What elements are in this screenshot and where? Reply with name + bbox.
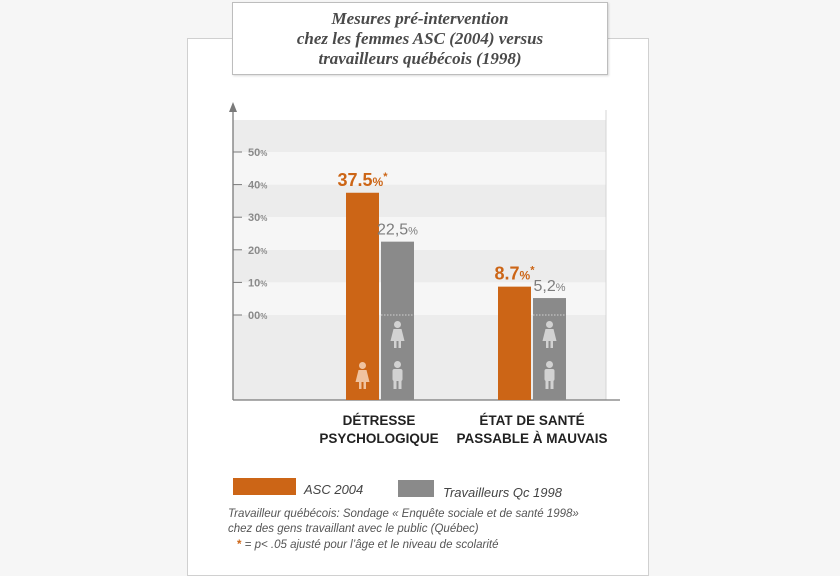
chart-title-line-2: chez les femmes ASC (2004) versus (296, 28, 544, 48)
person-head (394, 361, 401, 368)
legend-swatch-travailleurs (398, 480, 434, 497)
y-tick-label: 10% (248, 277, 268, 290)
chart-title-line-1: Mesures pré-intervention (331, 8, 509, 28)
person-head (394, 321, 401, 328)
footnote-line-1: Travailleur québécois: Sondage « Enquête sociale et de santé 1998» (228, 508, 579, 520)
legend-swatch-asc (233, 478, 296, 495)
plot-band-dark (233, 185, 606, 218)
plot-band-light (233, 152, 606, 185)
plot-band-dark (233, 120, 606, 152)
person-leg (399, 380, 402, 389)
person-leg (364, 382, 367, 389)
person-leg (551, 341, 554, 348)
y-tick-label: 50% (248, 147, 268, 159)
footnote-star: * (237, 539, 242, 551)
person-body (393, 369, 403, 381)
person-leg (399, 341, 402, 348)
person-head (359, 362, 366, 369)
y-tick-label: 40% (248, 179, 268, 192)
footnote-line-3 (237, 538, 499, 553)
category-label: PASSABLE À MAUVAIS (456, 431, 608, 446)
person-body (545, 369, 555, 381)
person-leg (546, 380, 549, 389)
person-leg (394, 341, 397, 348)
chart-title-line-3: travailleurs québécois (1998) (318, 48, 522, 68)
category-label: DÉTRESSE (342, 413, 416, 428)
person-leg (551, 380, 554, 389)
plot-band-light (233, 217, 606, 250)
person-leg (359, 382, 362, 389)
bar-asc (498, 287, 531, 400)
person-head (546, 321, 553, 328)
category-label: PSYCHOLOGIQUE (319, 431, 439, 446)
legend-label-travailleurs: Travailleurs Qc 1998 (443, 485, 562, 500)
bar-value-label: 22,5% (377, 221, 418, 239)
bar-travailleurs (533, 298, 566, 400)
category-label: ÉTAT DE SANTÉ (479, 413, 585, 428)
person-leg (546, 341, 549, 348)
footnote-text: = p< .05 ajusté pour l’âge et le niveau de scolarité (241, 539, 499, 551)
y-tick-label: 00% (248, 310, 268, 322)
bar-value-label: 8.7%* (494, 263, 535, 284)
bar-value-label: 37.5%* (337, 169, 388, 190)
y-tick-label: 30% (248, 212, 268, 225)
footnote-line-2: chez des gens travaillant avec le public (Québec) (228, 523, 479, 535)
y-tick-label: 20% (248, 244, 268, 257)
legend-label-asc: ASC 2004 (304, 482, 364, 497)
y-axis-arrow-icon (229, 102, 237, 112)
person-leg (394, 380, 397, 389)
person-head (546, 361, 553, 368)
bar-value-label: 5,2% (533, 278, 566, 296)
